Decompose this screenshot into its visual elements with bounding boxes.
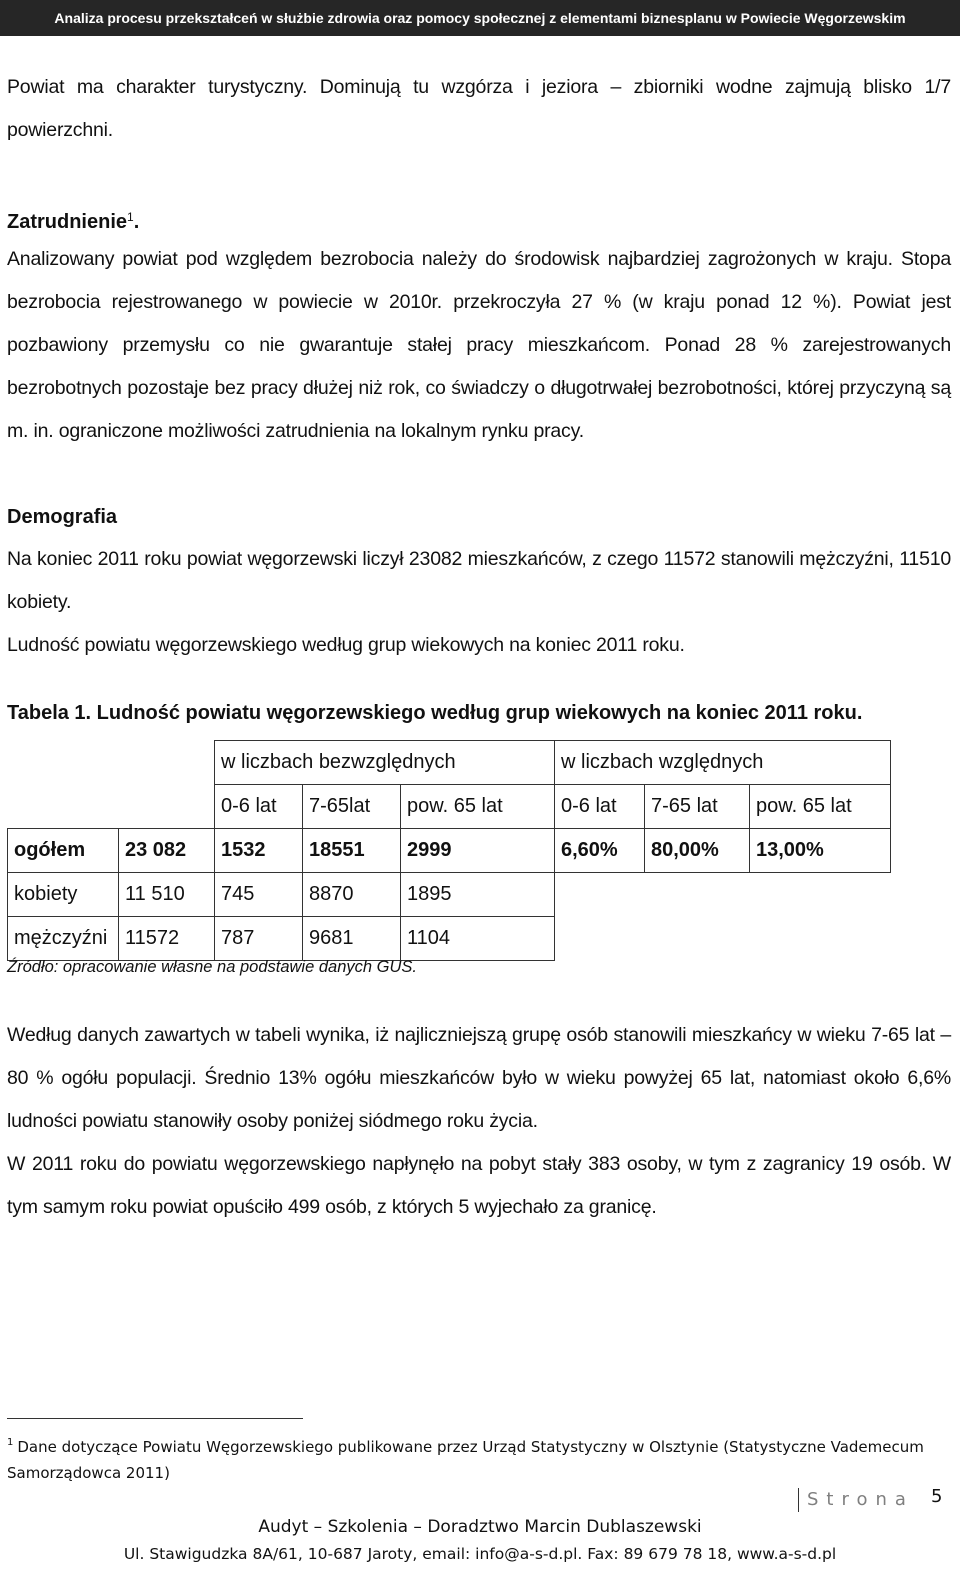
row-label: ogółem (8, 829, 119, 873)
row-label: kobiety (8, 873, 119, 917)
cell-abs-over-65: 1895 (401, 873, 555, 917)
table-empty-cell (555, 917, 891, 961)
cell-rel-over-65: 13,00% (750, 829, 891, 873)
heading-employment-text: Zatrudnienie (7, 211, 128, 233)
table-empty-cell (555, 873, 891, 917)
page-label: Strona (798, 1488, 914, 1512)
row-label: mężczyźni (8, 917, 119, 961)
paragraph-population-intro: Ludność powiatu węgorzewskiego według grup wiekowych na koniec 2011 roku. (7, 634, 685, 656)
group-absolute-header: w liczbach bezwzględnych (215, 741, 555, 785)
table-row-women (8, 873, 891, 917)
footnote-number: 1 (7, 1437, 14, 1448)
table-source: Źródło: opracowanie własne na podstawie danych GUS. (7, 958, 417, 976)
cell-abs-7-65: 9681 (303, 917, 401, 961)
subheader-rel-0-6: 0-6 lat (555, 785, 645, 829)
table-row-men (8, 917, 891, 961)
footer-address: Ul. Stawigudzka 8A/61, 10-687 Jaroty, email: info@a-s-d.pl. Fax: 89 679 78 18, www.a-s-d.pl (123, 1545, 837, 1563)
subheader-rel-over-65: pow. 65 lat (750, 785, 891, 829)
row-total: 23 082 (119, 829, 215, 873)
paragraph-demography: Na koniec 2011 roku powiat węgorzewski liczył 23082 mieszkańców, z czego 11572 stanowili mężczyźni, 11510 kobiety. (7, 548, 951, 613)
footnote (7, 1430, 927, 1486)
subheader-abs-over-65: pow. 65 lat (401, 785, 555, 829)
cell-abs-over-65: 1104 (401, 917, 555, 961)
table-empty-cell (8, 741, 119, 785)
subheader-rel-7-65: 7-65 lat (645, 785, 750, 829)
heading-employment (7, 196, 139, 244)
heading-demography: Demografia (7, 506, 118, 528)
page-number: 5 (931, 1486, 943, 1507)
cell-rel-7-65: 80,00% (645, 829, 750, 873)
paragraph-migration: W 2011 roku do powiatu węgorzewskiego napłynęło na pobyt stały 383 osoby, w tym z zagranicy 19 osób. W tym samym roku powiat opuściło 499 osób, z których 5 wyjechało za granicę. (7, 1153, 951, 1218)
cell-abs-0-6: 1532 (215, 829, 303, 873)
paragraph-employment: Analizowany powiat pod względem bezrobocia należy do środowisk najbardziej zagrożonych w kraju. Stopa bezrobocia rejestrowanego w powiecie w 2010r. przekroczyła 27 % (w kraju ponad 12 %). Powiat jest pozbawiony przemysłu co nie gwarantuje stałej pracy mieszkańcom. Ponad 28 % zarejestrowanych bezrobotnych pozostaje bez pracy dłużej niż rok, co świadczy o długotrwałej bezrobotności, której przyczyną są m. in. ograniczone możliwości zatrudnienia na lokalnym rynku pracy. (7, 248, 951, 442)
group-relative-header: w liczbach względnych (555, 741, 891, 785)
table-empty-cell (8, 785, 119, 829)
document-header-title: Analiza procesu przekształceń w służbie zdrowia oraz pomocy społecznej z elementami biznesplanu w Powiecie Węgorzewskim (54, 10, 906, 26)
cell-abs-0-6: 787 (215, 917, 303, 961)
footer-company: Audyt – Szkolenia – Doradztwo Marcin Dublaszewski (258, 1517, 702, 1537)
cell-abs-over-65: 2999 (401, 829, 555, 873)
table-group-header-row (8, 741, 891, 785)
document-header (0, 0, 960, 36)
heading-employment-dot: . (133, 211, 140, 233)
table-row-total (8, 829, 891, 873)
footnote-text: Dane dotyczące Powiatu Węgorzewskiego publikowane przez Urząd Statystyczny w Olsztynie (Statystyczne Vademecum Samorządowca 2011) (7, 1438, 924, 1482)
paragraph-tourism: Powiat ma charakter turystyczny. Dominują tu wzgórza i jeziora – zbiorniki wodne zajmują blisko 1/7 powierzchni. (7, 76, 951, 141)
cell-abs-7-65: 8870 (303, 873, 401, 917)
cell-rel-0-6: 6,60% (555, 829, 645, 873)
row-total: 11 510 (119, 873, 215, 917)
subheader-abs-7-65: 7-65lat (303, 785, 401, 829)
footnote-separator (7, 1418, 303, 1419)
table-subheader-row (8, 785, 891, 829)
population-table (7, 740, 891, 961)
subheader-abs-0-6: 0-6 lat (215, 785, 303, 829)
cell-abs-0-6: 745 (215, 873, 303, 917)
cell-abs-7-65: 18551 (303, 829, 401, 873)
table-empty-cell (119, 741, 215, 785)
table-empty-cell (119, 785, 215, 829)
table-caption: Tabela 1. Ludność powiatu węgorzewskiego według grup wiekowych na koniec 2011 roku. (7, 702, 863, 724)
footnote-reference[interactable]: 1 (127, 210, 134, 224)
row-total: 11572 (119, 917, 215, 961)
paragraph-table-analysis: Według danych zawartych w tabeli wynika, iż najliczniejszą grupę osób stanowili mieszkańcy w wieku 7-65 lat – 80 % ogółu populacji. Średnio 13% ogółu mieszkańców było w wieku powyżej 65 lat, natomiast około 6,6% ludności powiatu stanowiły osoby poniżej siódmego roku życia. (7, 1024, 951, 1132)
